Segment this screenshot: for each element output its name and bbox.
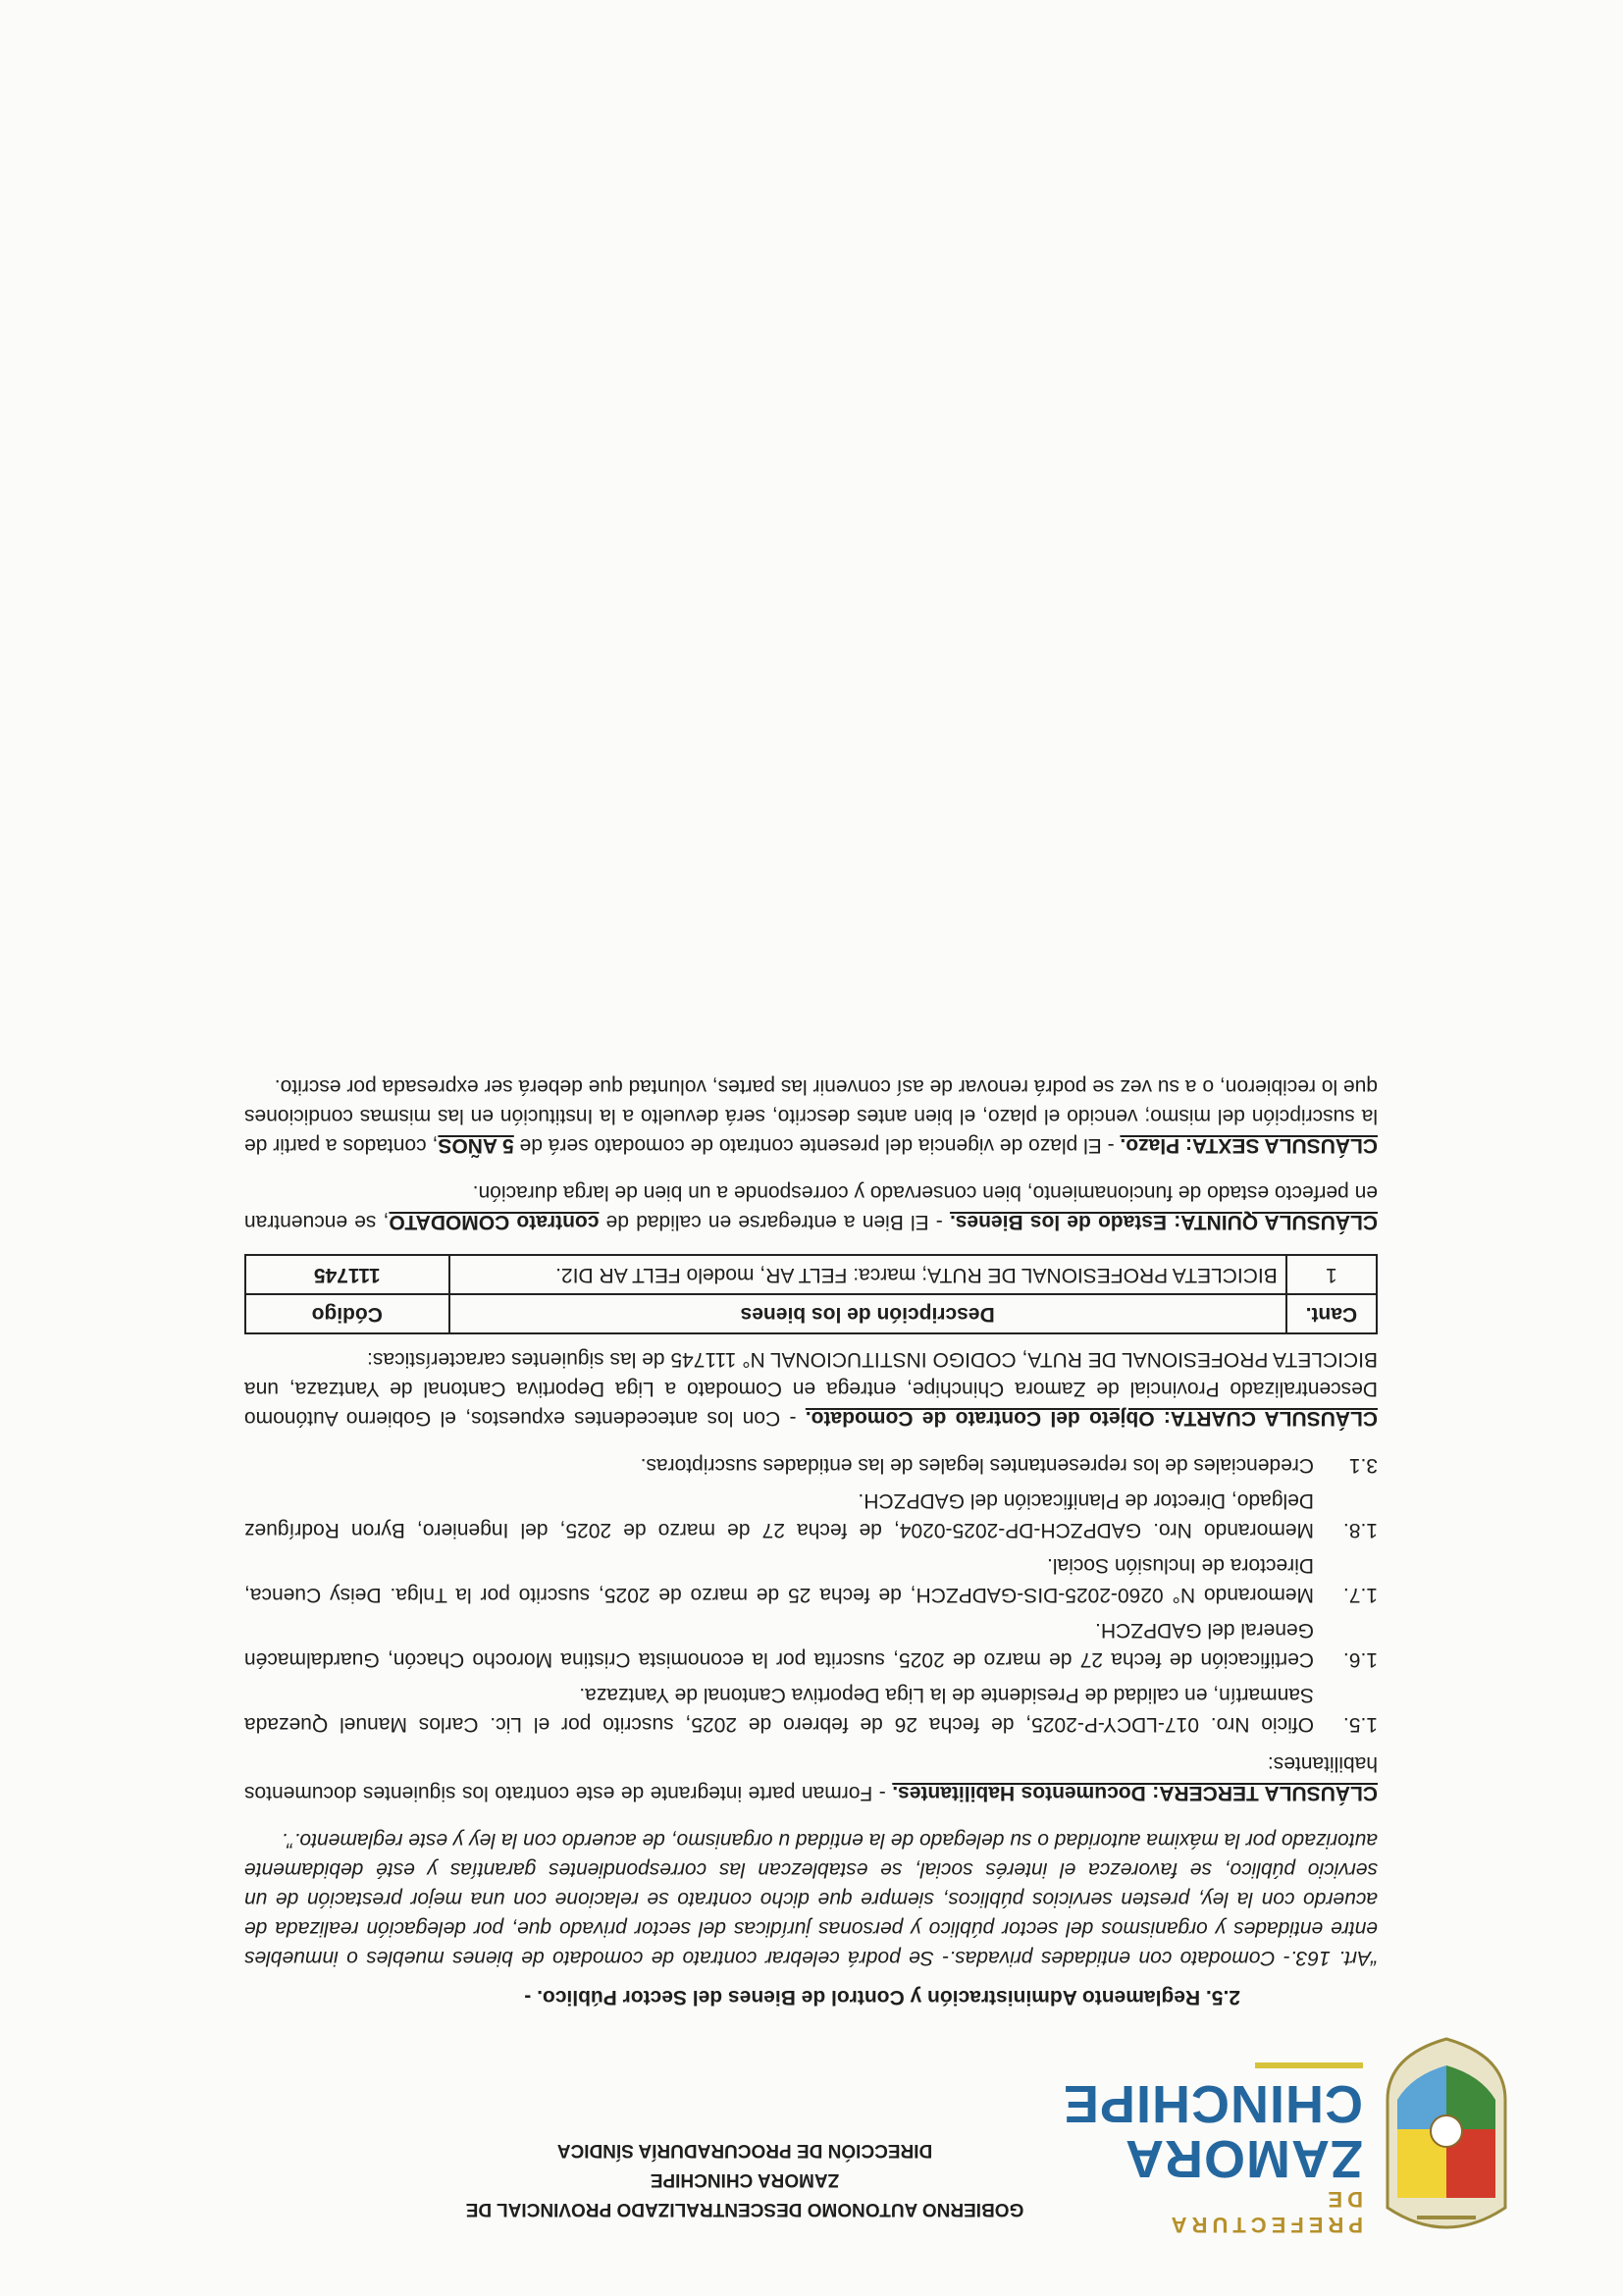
provincial-shield-logo <box>1378 2036 1515 2247</box>
clause-quinta-title: CLÁUSULA QUINTA: Estado de los Bienes. <box>949 1211 1378 1233</box>
list-item: 1.8. Memorando Nro. GADPZCH-DP-2025-0204, de fecha 27 de marzo de 2025, del Ingeniero, Byron Rodríguez Delgado, Director de Planificación del GADPZCH. <box>244 1489 1378 1541</box>
clause-sexta: CLÁUSULA SEXTA: Plazo. - El plazo de vigencia del presente contrato de comodato será de 5 AÑOS, contados a partir de la suscripción del mismo; vencido el plazo, el bien antes descrito, será devuelto a la Institución en las mismas condiciones que lo recibieron, o a su vez se podrá renovar de así convenir las partes, voluntad que deberá ser expresada por escrito. <box>244 1075 1378 1157</box>
organization-header <box>406 2135 1083 2223</box>
header-qty: Cant. <box>1286 1294 1377 1333</box>
table-header-row <box>245 1294 1377 1333</box>
brand-prefix: PREFECTURA DE <box>1167 2187 1363 2237</box>
clause-tercera <box>244 1748 1378 1807</box>
list-item: 1.6. Certificación de fecha 27 de marzo de 2025, suscrita por la economista Cristina Morocho Chacón, Guardalmacén General del GADPZCH. <box>244 1619 1378 1671</box>
assets-table <box>244 1254 1378 1334</box>
header-code: Código <box>245 1294 449 1333</box>
clause-tercera-title: CLÁUSULA TERCERA: Documentos Habilitantes. <box>892 1782 1378 1804</box>
list-item: 1.7. Memorando N° 0260-2025-DIS-GADPZCH, de fecha 25 de marzo de 2025, suscrito por la Tnlga. Deisy Cuenca, Directora de Inclusión Social. <box>244 1554 1378 1606</box>
header-description: Descripción de los bienes <box>449 1294 1286 1333</box>
cell-qty: 1 <box>1286 1255 1377 1294</box>
org-line-3: DIRECCIÓN DE PROCURADURÍA SÍNDICA <box>556 2140 933 2161</box>
brand-underline <box>1255 2062 1363 2068</box>
list-item: 3.1 Credenciales de los representantes legales de las entidades suscriptoras. <box>640 1454 1378 1477</box>
brand-name-line2: CHINCHIPE <box>1062 2074 1363 2133</box>
cell-description: BICICLETA PROFESIONAL DE RUTA; marca: FELT AR, modelo FELT AR DI2. <box>449 1255 1286 1294</box>
clause-sexta-title: CLÁUSULA SEXTA: Plazo. <box>1120 1134 1378 1157</box>
article-quote: “Art. 163.- Comodato con entidades privadas.- Se podrá celebrar contrato de comodato de bienes muebles o inmuebles entre entidades y organismos del sector público y personas jurídicas del sector privado que, por delegación realizada de acuerdo con la ley, presten servicios públicos, siempre que dicho contrato se relacione con una mejor prestación de un servicio público, se favorezca el interés social, se establezcan las correspondientes garantías y esté debidamente autorizado por la máxima autoridad o su delegado de la entidad u organismo, de acuerdo con la ley y este reglamento.”. <box>244 1829 1378 1969</box>
list-item: 1.5. Oficio Nro. 017-LDCY-P-2025, de fecha 26 de febrero de 2025, suscrito por el Lic. Carlos Manuel Quezada Sanmartín, en calidad de Presidente de la Liga Deportiva Cantonal de Yantzaza. <box>244 1684 1378 1736</box>
cell-code: 111745 <box>245 1255 449 1294</box>
clause-quinta: CLÁUSULA QUINTA: Estado de los Bienes. - El Bien a entregarse en calidad de contrato COMODATO, se encuentran en perfecto estado de funcionamiento, bien conservado y corresponde a un bien de larga duración. <box>243 1181 1378 1233</box>
letterhead <box>78 2021 1530 2247</box>
prefectura-brand <box>1062 2062 1363 2237</box>
contract-body <box>244 1071 1378 2011</box>
clause-cuarta-body: - Con los antecedentes expuestos, el Gobierno Autónomo Descentralizado Provincial de Zamora Chinchipe, entrega en Comodato a Liga Deportiva Cantonal de Yantzaza, una BICICLETA PROFESIONAL DE RUTA, CODIGO INSTITUCIONAL N° 111745 de las siguientes características: <box>243 1348 1378 1430</box>
enabling-documents-list <box>244 1450 1378 1739</box>
section-heading: 2.5. Reglamento Administración y Control de Bienes del Sector Público. - <box>524 1986 1240 2009</box>
org-line-1: GOBIERNO AUTONOMO DESCENTRALIZADO PROVINCIAL DE <box>465 2199 1024 2219</box>
org-line-2: ZAMORA CHINCHIPE <box>650 2169 840 2190</box>
clause-cuarta <box>244 1344 1378 1433</box>
table-row <box>245 1255 1377 1294</box>
clause-tercera-body: - Forman parte integrante de este contrato los siguientes documentos habilitantes: <box>244 1752 1378 1804</box>
brand-name-line1: ZAMORA <box>1125 2129 1363 2188</box>
clause-cuarta-title: CLÁUSULA CUARTA: Objeto del Contrato de Comodato. <box>805 1407 1378 1430</box>
